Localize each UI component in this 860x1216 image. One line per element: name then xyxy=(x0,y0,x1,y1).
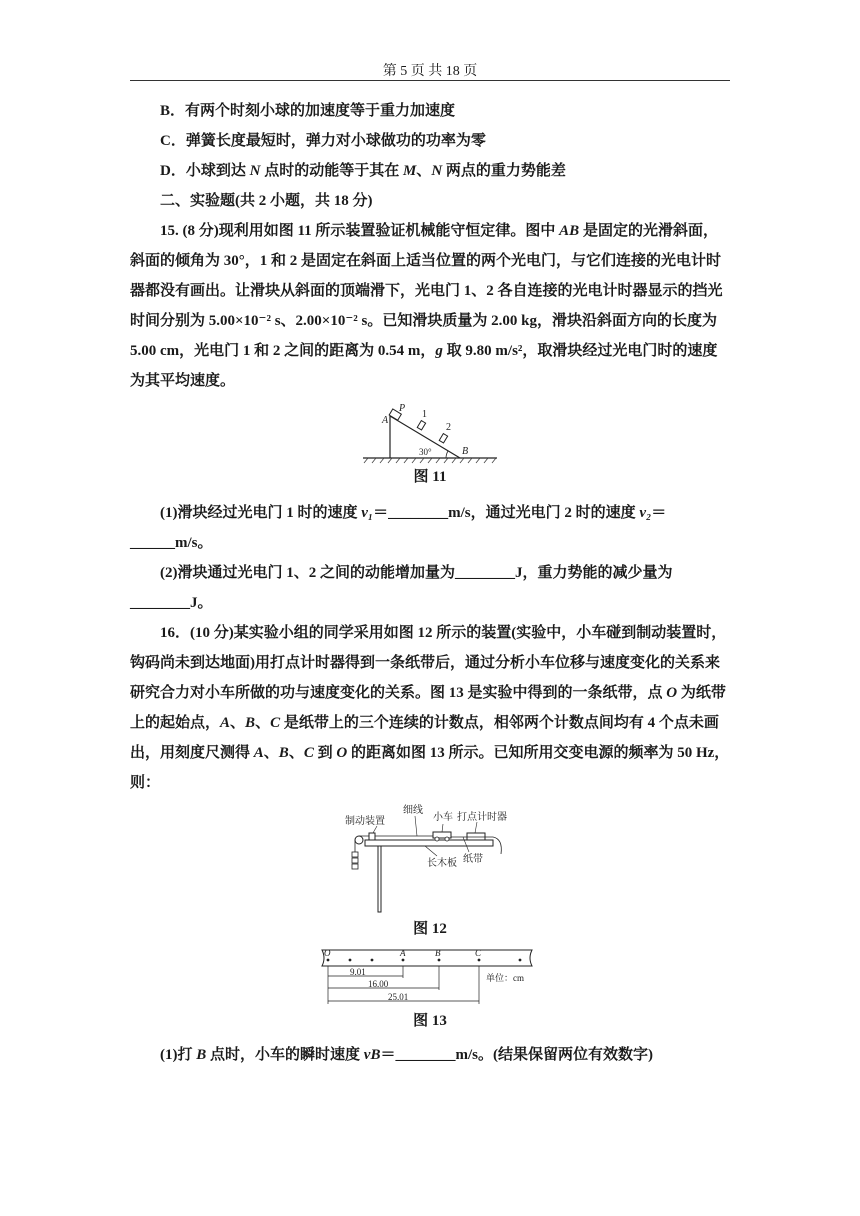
figure-12-caption: 图 12 xyxy=(413,921,447,937)
fig13-label-b: B xyxy=(435,948,441,958)
fig13-label-o: O xyxy=(324,948,331,958)
fig11-label-p: P xyxy=(399,403,406,414)
figure-13-caption: 图 13 xyxy=(413,1013,447,1029)
fig11-label-1: 1 xyxy=(422,409,427,420)
fig13-dist-a: 9.01 xyxy=(350,967,366,977)
fig12-label-tape: 纸带 xyxy=(463,854,483,865)
section-heading: 二、实验题(共 2 小题，共 18 分) xyxy=(160,193,373,209)
option-b: B．有两个时刻小球的加速度等于重力加速度 xyxy=(160,103,456,119)
page-header: 第 5 页 共 18 页 xyxy=(382,64,478,79)
figure-11 xyxy=(360,402,500,464)
figure-12 xyxy=(345,804,515,916)
fig11-label-a: A xyxy=(382,415,389,426)
fig11-label-b: B xyxy=(462,446,469,457)
fig12-label-string: 细线 xyxy=(403,805,423,816)
q15-sub1-cont: ______m/s。 xyxy=(130,535,213,551)
q15-sub2-cont: ________J。 xyxy=(130,595,213,611)
figure-13 xyxy=(310,946,550,1008)
q15-sub1: (1)滑块经过光电门 1 时的速度 v₁＝________m/s，通过光电门 2 时的速度 v₂＝ xyxy=(160,505,667,521)
fig13-unit: 单位：cm xyxy=(486,973,524,983)
fig11-label-2: 2 xyxy=(446,422,451,433)
fig13-dist-b: 16.00 xyxy=(368,979,389,989)
fig13-label-c: C xyxy=(475,948,482,958)
page-content xyxy=(130,96,730,1070)
fig12-label-timer: 打点计时器 xyxy=(457,812,507,823)
q15-sub2: (2)滑块通过光电门 1、2 之间的动能增加量为________J，重力势能的减少量为 xyxy=(160,565,673,581)
figure-11-caption: 图 11 xyxy=(413,469,447,485)
question-16-text: 16．(10 分)某实验小组的同学采用如图 12 所示的装置(实验中，小车碰到制动装置时，钩码尚未到达地面)用打点计时器得到一条纸带后，通过分析小车位移与速度变化的关系来研究合力对小车所做的功与速度变化的关系。图 13 是实验中得到的一条纸带，点 O 为纸带上的起始点，A、B、C 是纸带上的三个连续的计数点，相邻两个计数点间均有 4 个点未画出，用刻度尺测得 A、B、C 到 O 的距离如图 13 所示。已知所用交变电源的频率为 50 Hz，则： xyxy=(130,625,730,791)
fig11-angle: 30° xyxy=(419,447,432,457)
option-c: C．弹簧长度最短时，弹力对小球做功的功率为零 xyxy=(160,133,486,149)
option-d: D．小球到达 N 点时的动能等于其在 M、N 两点的重力势能差 xyxy=(160,163,566,179)
fig12-label-brake: 制动装置 xyxy=(345,816,385,827)
q16-sub1: (1)打 B 点时，小车的瞬时速度 vB＝________m/s。(结果保留两位有效数字) xyxy=(160,1047,653,1063)
fig12-label-cart: 小车 xyxy=(433,812,453,823)
question-15-text: 15. (8 分)现利用如图 11 所示装置验证机械能守恒定律。图中 AB 是固定的光滑斜面，斜面的倾角为 30°，1 和 2 是固定在斜面上适当位置的两个光电门，与它们连接的光电计时器都没有画出。让滑块从斜面的顶端滑下，光电门 1、2 各自连接的光电计时器显示的挡光时间分别为 5.00×10⁻² s、2.00×10⁻² s。已知滑块质量为 2.00 kg，滑块沿斜面方向的长度为 5.00 cm，光电门 1 和 2 之间的距离为 0.54 m，g 取 9.80 m/s²，取滑块经过光电门时的速度为其平均速度。 xyxy=(130,223,723,389)
header-divider xyxy=(130,80,730,81)
fig13-label-a: A xyxy=(400,948,406,958)
fig12-label-board: 长木板 xyxy=(427,858,457,869)
fig13-dist-c: 25.01 xyxy=(388,992,409,1002)
